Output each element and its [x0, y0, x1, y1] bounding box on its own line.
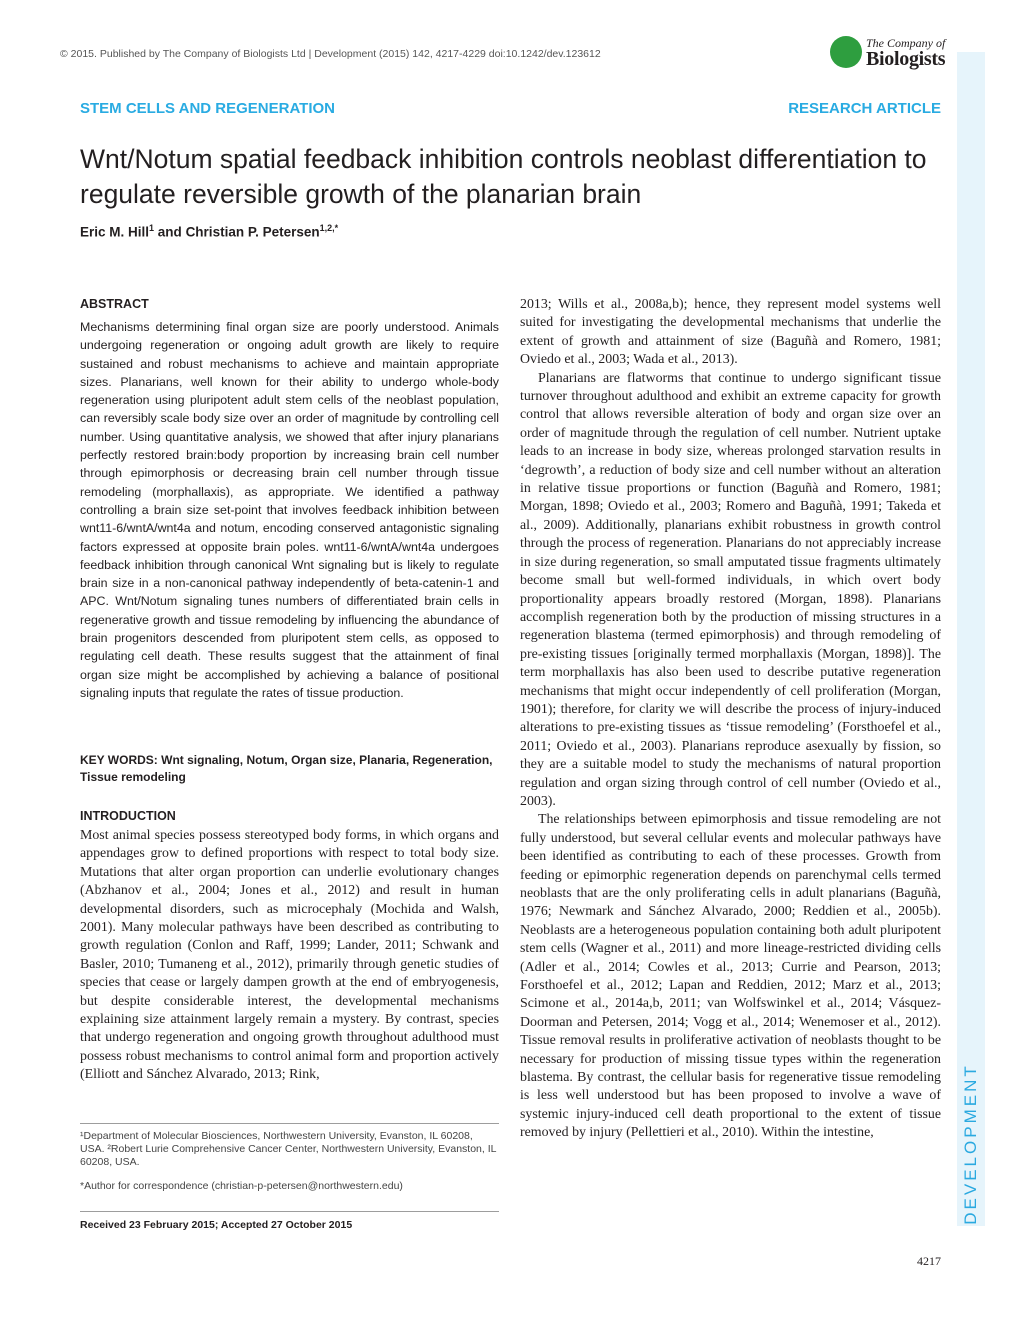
abstract-heading: ABSTRACT	[80, 297, 149, 311]
received-dates: Received 23 February 2015; Accepted 27 October 2015	[80, 1219, 353, 1231]
footnotes	[80, 1130, 499, 1203]
body-paragraph: Planarians are flatworms that continue to undergo significant tissue turnover throughout adulthood and exhibit an extreme capacity for growth control that allows reversible alteration of body and organ size over an order of magnitude through the regulation of cell number. Nutrient uptake leads to an increase in body size, whereas prolonged starvation results in ‘degrowth’, a reduction of body size and cell number without an alteration in relative tissue proportions or function (Baguñà and Romero, 1981; Morgan, 1898; Oviedo et al., 2003; Romero and Baguñà, 1991; Takeda et al., 2009). Additionally, planarians exhibit robustness in growth control through the process of regeneration. Planarians do not appreciably increase in size during regeneration, so small amputated tissue fragments ultimately become small but well-formed individuals, in which overt body proportionality appears broadly restored (Morgan, 1898). Planarians accomplish regeneration both by the production of missing structures in a regeneration blastema (termed epimorphosis) and through remodeling of pre-existing tissues [originally termed morphallaxis (Morgan, 1898)]. The term morphallaxis has also been used to describe putative regeneration mechanisms that might occur independently of cell proliferation (Morgan, 1901); therefore, for clarity we will describe the process of injury-induced alterations to pre-existing tissues as ‘tissue remodeling’ (Forsthoefel et al., 2011; Oviedo et al., 2003). Planarians reproduce asexually by fission, so they are a suitable model to study the mechanisms of natural proportion regulation and organ sizing through control of cell number (Oviedo et al., 2003).	[520, 370, 941, 809]
correspondence: *Author for correspondence (christian-p-petersen@northwestern.edu)	[80, 1179, 403, 1192]
author-name: Christian P. Petersen	[185, 224, 320, 240]
footnote-divider	[80, 1123, 499, 1124]
introduction-paragraph: Most animal species possess stereotyped body forms, in which organs and appendages grow to defined proportions with respect to total body size. Mutations that alter organ proportion can underlie evolutionary changes (Abzhanov et al., 2004; Jones et al., 2012) and result in human developmental disorders, such as microcephaly (Mochida and Walsh, 2001). Many molecular pathways have been described as contributing to growth regulation (Conlon and Raff, 1999; Lander, 2011; Schwank and Basler, 2010; Tumaneng et al., 2012), primarily through genetic studies of species that cease or largely dampen growth at the end of embryogenesis, but despite considerable interest, the developmental mechanisms explaining size attainment largely remain a mystery. By contrast, species that undergo regeneration and ongoing growth throughout adulthood must possess robust mechanisms to control animal form and proportion actively (Elliott and Sánchez Alvarado, 2013; Rink,	[80, 828, 499, 1083]
received-divider	[80, 1211, 499, 1212]
journal-sidebar	[957, 52, 985, 1226]
logo-line-1: The Company of	[866, 36, 946, 50]
page-number: 4217	[917, 1254, 941, 1268]
introduction-heading: INTRODUCTION	[80, 809, 176, 823]
body-paragraph: The relationships between epimorphosis and tissue remodeling are not fully understood, but several cellular events and molecular pathways have been identified as contributing to each of these processes. Growth from feeding or epimorphic regeneration depends on parenchymal cells termed neoblasts that are the only proliferating cells in adult planarians (Baguñà, 1976; Newmark and Sánchez Alvarado, 2000; Reddien et al., 2005b). Neoblasts are a heterogeneous population containing both adult pluripotent stem cells (Wagner et al., 2011) and more lineage-restricted dividing cells (Adler et al., 2014; Cowles et al., 2013; Currie and Pearson, 2013; Forsthoefel et al., 2012; Lapan and Reddien, 2012; Marz et al., 2013; Scimone et al., 2014a,b, 2011; van Wolfswinkel et al., 2014; Vásquez-Doorman and Petersen, 2014; Vogg et al., 2014; Wenemoser et al., 2012). Tissue removal results in proliferative activation of neoblasts thought to be necessary for production of missing tissue types within the regeneration blastema. By contrast, the cellular basis for regenerative tissue remodeling is less well understood but has been proposed to involve a wave of systemic injury-induced cell death proportional to the extent of tissue removed by injury (Pellettieri et al., 2010). Within the intestine,	[520, 812, 941, 1141]
author-name: Eric M. Hill	[80, 224, 150, 240]
abstract-text: Mechanisms determining final organ size are poorly understood. Animals undergoing regeneration or ongoing adult growth are likely to require sustained and robust mechanisms to achieve and maintain appropriate sizes. Planarians, well known for their ability to undergo whole-body regeneration using pluripotent adult stem cells of the neoblast population, can reversibly scale body size over an order of magnitude by controlling cell number. Using quantitative analysis, we showed that after injury planarians perfectly restored brain:body proportion by increasing brain cell number through epimorphosis or decreasing brain cell number through tissue remodeling (morphallaxis), as appropriate. We identified a pathway controlling a brain size set-point that involves feedback inhibition between wnt11-6/wntA/wnt4a and notum, encoding conserved antagonistic signaling factors expressed at opposite brain poles. wnt11-6/wntA/wnt4a undergoes feedback inhibition through canonical Wnt signaling but is likely to regulate brain size in a non-canonical pathway independently of beta-catenin-1 and APC. Wnt/Notum signaling tunes numbers of differentiated brain cells in regenerative growth and tissue remodeling by influencing the abundance of brain progenitors descended from pluripotent stem cells, as opposed to regulating cell death. These results suggest that the attainment of final organ size might be accomplished by achieving a balance of positional signaling inputs that regulate the rates of tissue production.	[80, 320, 499, 700]
sidebar-label-text: DEVELOPMENT	[961, 1063, 980, 1225]
article-title: Wnt/Notum spatial feedback inhibition controls neoblast differentiation to regulate reversible growth of the planarian brain	[80, 144, 927, 209]
article-type: RESEARCH ARTICLE	[788, 100, 941, 117]
section-label: STEM CELLS AND REGENERATION	[80, 100, 336, 117]
author-affiliation-sup: 1,2,*	[319, 223, 339, 233]
author-joiner: and	[154, 224, 186, 240]
author-affiliation-sup: 1	[149, 223, 155, 233]
right-column	[520, 296, 941, 1143]
journal-sidebar-label	[958, 1063, 984, 1225]
author-list	[80, 223, 338, 240]
introduction-left-column	[80, 827, 499, 1085]
body-paragraph: 2013; Wills et al., 2008a,b); hence, they represent model systems well suited for investigating the developmental mechanisms that underlie the extent of growth and attainment of size (Baguñà and Romero, 1981; Oviedo et al., 2003; Wada et al., 2013).	[520, 297, 941, 368]
affiliations: ¹Department of Molecular Biosciences, Northwestern University, Evanston, IL 60208, USA. ²Robert Lurie Comprehensive Cancer Center, Northwestern University, Evanston, IL 60208, USA.	[80, 1130, 497, 1169]
header-citation: © 2015. Published by The Company of Biologists Ltd | Development (2015) 142, 4217-4229 doi:10.1242/dev.123612	[60, 48, 601, 60]
globe-icon	[830, 36, 862, 68]
logo-line-2: Biologists	[866, 48, 946, 70]
publisher-logo	[830, 34, 945, 72]
keywords: KEY WORDS: Wnt signaling, Notum, Organ size, Planaria, Regeneration, Tissue remodeling	[80, 753, 493, 784]
